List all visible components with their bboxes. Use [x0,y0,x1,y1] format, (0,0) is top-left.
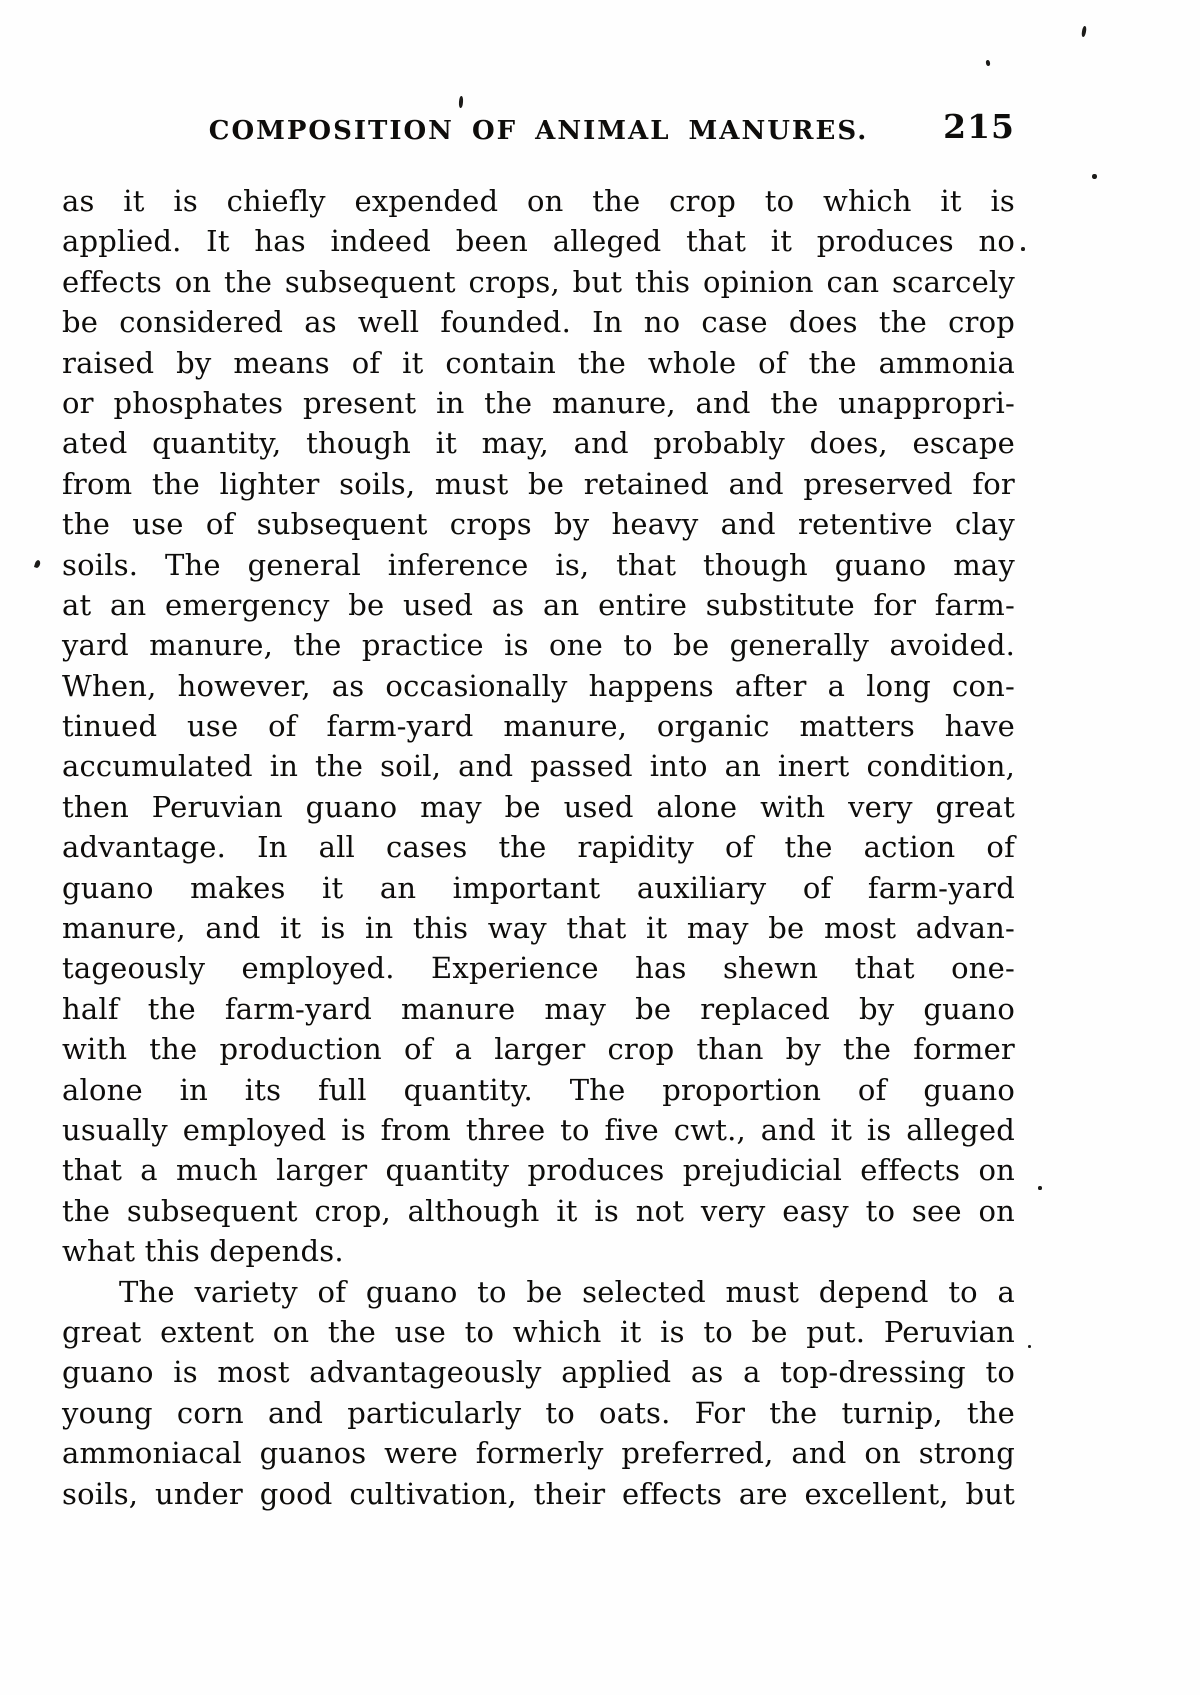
text-line: then Peruvian guano may be used alone with very great [62,789,1015,824]
text-line: The variety of guano to be selected must depend to a [119,1274,1015,1309]
text-line: soils. The general inference is, that though guano may [62,547,1015,582]
body-text [62,181,1015,1514]
text-line: When, however, as occasionally happens after a long con- [62,668,1015,703]
text-line: with the production of a larger crop than by the former [62,1032,1015,1067]
text-line: be considered as well founded. In no case does the crop [62,305,1015,340]
scan-speck [459,96,464,108]
text-line: advantage. In all cases the rapidity of the action of [62,830,1015,865]
page-number: 215 [943,107,1015,146]
text-line: accumulated in the soil, and passed into an inert condition, [62,749,1015,784]
running-head [62,107,1015,152]
scan-speck [1092,174,1097,179]
text-line: applied. It has indeed been alleged that it produces no [62,224,1015,259]
scan-speck [1038,1186,1042,1190]
text-line: tinued use of farm-yard manure, organic matters have [62,709,1015,744]
text-line: that a much larger quantity produces prejudicial effects on [62,1153,1015,1188]
text-line: great extent on the use to which it is to be put. Peruvian [62,1314,1015,1349]
text-line: effects on the subsequent crops, but this opinion can scarcely [62,264,1015,299]
text-line: or phosphates present in the manure, and the unappropri- [62,385,1015,420]
running-head-title: COMPOSITION OF ANIMAL MANURES. [208,116,869,146]
text-line: ammoniacal guanos were formerly preferred, and on strong [62,1436,1015,1471]
text-line: the use of subsequent crops by heavy and retentive clay [62,507,1015,542]
paragraph-2 [62,1272,1015,1514]
text-line: the subsequent crop, although it is not very easy to see on [62,1193,1015,1228]
text-line: guano is most advantageously applied as a top-dressing to [62,1355,1015,1390]
text-line: soils, under good cultivation, their effects are excellent, but [62,1476,1015,1511]
text-line: what this depends. [62,1234,344,1269]
text-line: from the lighter soils, must be retained and preserved for [62,466,1015,501]
text-line: guano makes it an important auxiliary of farm-yard [62,870,1015,905]
scan-speck [34,559,41,568]
text-line: at an emergency be used as an entire substitute for farm- [62,587,1015,622]
scan-speck [1081,26,1087,38]
text-line: yard manure, the practice is one to be generally avoided. [62,628,1015,663]
text-line: as it is chiefly expended on the crop to which it is [62,184,1015,218]
text-line: raised by means of it contain the whole of the ammonia [62,345,1015,380]
scan-speck [985,60,990,67]
text-line: half the farm-yard manure may be replaced by guano [62,991,1015,1026]
text-line: young corn and particularly to oats. For the turnip, the [62,1395,1015,1430]
text-line: tageously employed. Experience has shewn that one- [62,951,1015,986]
paragraph-1 [62,181,1015,1272]
text-line: usually employed is from three to five cwt., and it is alleged [62,1112,1015,1147]
text-line: ated quantity, though it may, and probably does, escape [62,426,1015,461]
scan-speck [1028,1345,1031,1348]
text-line: alone in its full quantity. The proportion of guano [62,1072,1015,1107]
text-line: manure, and it is in this way that it may be most advan- [62,911,1015,946]
scan-speck [1021,247,1025,251]
